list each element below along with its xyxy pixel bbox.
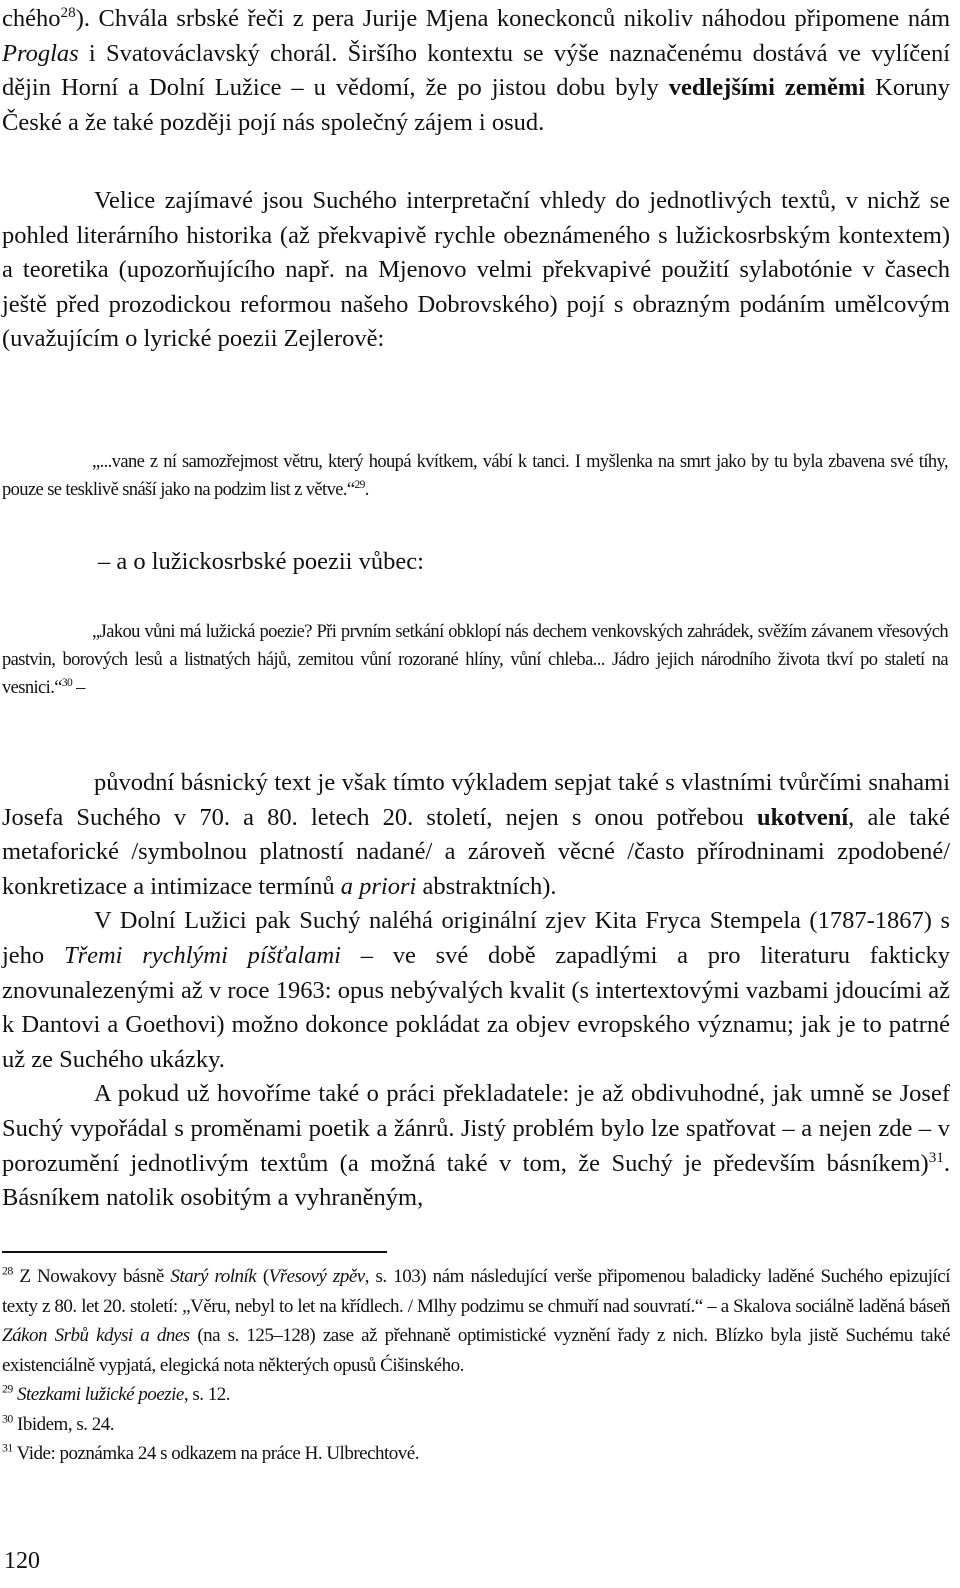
footnote-30 (2, 1410, 950, 1440)
text-run: i Svatováclavský chorál. Širšího kontextu se výše naznačenému dostává ve vylíčení dějin Horní a Dolní Lužice – u vědomí, že po jistou dobu byly (2, 39, 950, 102)
title-zakon-srbu: Zákon Srbů kdysi a dnes (2, 1325, 190, 1346)
text-run: původní básnický text je však tímto výkladem sepjat také s vlastními tvůrčími snahami Josefa Suchého v 70. a 80. letech 20. století, nejen s onou potřebou (2, 769, 950, 831)
text-run: , s. 103) nám následující verše připomenou baladicky laděné Suchého epizující texty z 80. let 20. století: „Věru, nebyl to let na křídlech. / Mlhy podzimu se chmuří nad souvratí.“ – a Skalova sociálně laděná báseň (2, 1266, 950, 1317)
main-text-block (2, 766, 950, 1216)
quote-2 (2, 618, 948, 702)
footnote-ref-28: 28 (60, 3, 76, 21)
quote-text: „Jakou vůni má lužická poezie? Při prvním setkání obklopí nás dechem venkovských zahrádek, svěžím závanem vřesových pastvin, borových lesů a listnatých hájů, zemitou vůní rozorané hlíny, vůní chleba... Jádro jejich národního života tkví po staletí na vesnici.“ (2, 622, 948, 698)
text-run: – (72, 678, 85, 698)
paragraph-2 (2, 184, 950, 357)
text-run: – ve své době zapadlými a pro literaturu fakticky znovunalezenými až v roce 1963: opus nebývalých kvalit (s intertextovými vazbami jdoucími až k Dantovi a Goethovi) možno dokonce pokládat za objev evropského významu; jak je to patrné už ze Suchého ukázky. (2, 941, 951, 1073)
emphasis-a-priori: a priori (340, 872, 417, 900)
emphasis-vedlejsimi-zememi: vedlejšími zeměmi (668, 74, 866, 102)
footnote-number: 28 (2, 1264, 13, 1278)
title-proglas: Proglas (2, 39, 79, 67)
text-run: ( (256, 1266, 269, 1287)
quote-text: „...vane z ní samozřejmost větru, který houpá kvítkem, vábí k tanci. I myšlenka na smrt jako by tu byla zbavena své tíhy, pouze se tesklivě snáší jako na podzim list z větve.“ (2, 452, 948, 500)
page-number: 120 (4, 1548, 40, 1574)
footnote-ref-30: 30 (61, 676, 73, 689)
footnote-number: 31 (2, 1441, 13, 1455)
text-run: ). Chvála srbské řeči z pera Jurije Mjena koneckonců nikoliv náhodou připomene nám (75, 5, 950, 32)
footnote-29 (2, 1380, 950, 1410)
text-run: Ibidem, s. 24. (12, 1413, 114, 1435)
footnote-31 (2, 1439, 950, 1469)
text-run: (na s. 125–128) zase až přehnaně optimistické vyznění řady z nich. Blízko byla jistě Suchému také existenciálně vypjatá, elegická nota některých opusů Ćišinského. (2, 1325, 950, 1376)
text-run: Z Nowakovy básně (12, 1266, 171, 1287)
quote-1 (2, 448, 948, 504)
text-run: Koruny České a že také později pojí nás společný zájem i osud. (2, 74, 950, 136)
aside-line: – a o lužickosrbské poezii vůbec: (98, 548, 424, 575)
footnote-number: 30 (2, 1412, 13, 1426)
title-stezkami: Stezkami lužické poezie (17, 1384, 184, 1405)
emphasis-ukotveni: ukotvení (756, 803, 849, 831)
title-tremi-rychlymi-pistalami: Třemi rychlými píšťalami (63, 941, 341, 969)
footnote-28 (2, 1262, 950, 1380)
text-run: , s. 12. (183, 1384, 231, 1405)
paragraph-5 (2, 1077, 950, 1215)
title-vresovy-zpev: Vřesový zpěv (268, 1266, 365, 1287)
text-run: Velice zajímavé jsou Suchého interpretační vhledy do jednotlivých textů, v nichž se pohled literárního historika (až překvapivě rychle obeznámeného s lužickosrbským kontextem) a teoretika (upozorňujícího např. na Mjenovo velmi překvapivé použití sylabotónie v časech ještě před prozodickou reformou našeho Dobrovského) pojí s obrazným podáním umělcovým (uvažujícím o lyrické poezii Zejlerově: (2, 187, 950, 353)
text-run: . Básníkem natolik osobitým a vyhraněným, (2, 1149, 950, 1212)
paragraph-4 (2, 904, 950, 1077)
title-stary-rolnik: Starý rolník (170, 1266, 257, 1287)
footnote-ref-29: 29 (354, 478, 365, 491)
text-run: chého (2, 5, 61, 32)
footnotes (2, 1262, 950, 1469)
text-run: abstraktních). (416, 872, 557, 900)
text-run: . (364, 480, 369, 500)
text-run: A pokud už hovoříme také o práci překladatele: je až obdivuhodné, jak umně se Josef Suchý vypořádal s proměnami poetik a žánrů. Jistý problém bylo lze spatřovat – a nejen zde – v porozumění jednotlivým textům (a možná také v tom, že Suchý je především básníkem) (2, 1080, 950, 1177)
footnote-separator (2, 1251, 387, 1253)
footnote-ref-31: 31 (928, 1148, 944, 1166)
footnote-number: 29 (2, 1382, 13, 1396)
text-run: Vide: poznámka 24 s odkazem na práce H. Ulbrechtové. (12, 1443, 419, 1464)
paragraph-3 (2, 766, 950, 904)
text-run: V Dolní Lužici pak Suchý naléhá originální zjev Kita Fryca Stempela (1787-1867) s jeho (2, 907, 950, 969)
text-run: , ale také metaforické /symbolnou platností nadané/ a zároveň věcné /často přírodninami zpodobené/ konkretizace a intimizace termínů (2, 803, 950, 900)
paragraph-1 (2, 2, 950, 140)
